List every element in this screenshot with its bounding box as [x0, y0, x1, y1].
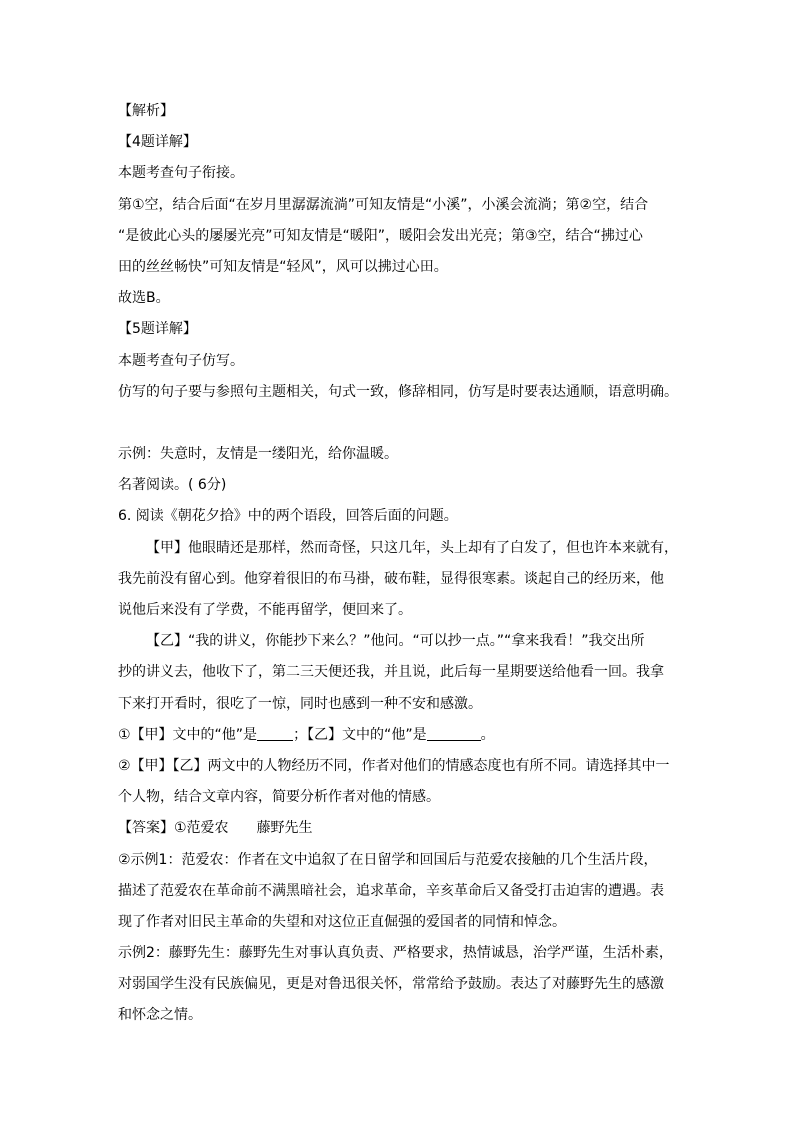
q6-prompt: 6. 阅读《朝花夕拾》中的两个语段，回答后面的问题。 [118, 508, 458, 525]
q5-example: 示例：失意时，友情是一缕阳光，给你温暖。 [118, 446, 398, 463]
answer-label: 【答案】①范爱农 [118, 820, 229, 837]
answer-text: 描述了范爱农在革命前不满黑暗社会，追求革命，辛亥革命后又备受打击迫害的遭遇。表 [118, 882, 664, 899]
answer-text: 对弱国学生没有民族偏见，更是对鲁迅很关怀，常常给予鼓励。表达了对藤野先生的感激 [118, 976, 664, 993]
q4-text: “是彼此心头的屡屡光亮”可知友情是“暖阳”，暖阳会发出光亮；第③空，结合“拂过心 [118, 227, 643, 244]
answer-text: 现了作者对旧民主革命的失望和对这位正直倔强的爱国者的同情和悼念。 [118, 913, 566, 930]
passage-jia: 我先前没有留心到。他穿着很旧的布马褂，破布鞋，显得很寒素。谈起自己的经历来，他 [118, 570, 664, 587]
document-page [118, 96, 688, 1032]
question-2: ②【甲】【乙】两文中的人物经历不同，作者对他们的情感态度也有所不同。请选择其中一 [118, 757, 670, 774]
q4-text: 第①空，结合后面“在岁月里潺潺流淌”可知友情是“小溪”，小溪会流淌；第②空，结合 [118, 196, 649, 213]
q5-text: 仿写的句子要与参照句主题相关，句式一致，修辞相同，仿写是时要表达通顺，语意明确。 [118, 383, 678, 400]
answer-text: ②示例1：范爱农：作者在文中追叙了在日留学和回国后与范爱农接触的几个生活片段， [118, 851, 658, 868]
q5-text: 本题考查句子仿写。 [118, 352, 244, 369]
q4-text: 本题考查句子衔接。 [118, 165, 244, 182]
section-heading-analysis: 【解析】 [118, 103, 174, 119]
question-1-part-a: ①【甲】文中的“他”是 [118, 726, 258, 743]
reading-section-title: 名著阅读。( 6分) [118, 477, 227, 494]
answer-blank [257, 726, 293, 741]
q4-text: 田的丝丝畅快”可知友情是“轻风”，风可以拂过心田。 [118, 258, 448, 275]
q4-heading: 【4题详解】 [118, 134, 197, 151]
answer-text: 示例2：藤野先生：藤野先生对事认真负责、严格要求，热情诚恳，治学严谨，生活朴素， [118, 945, 673, 962]
q4-conclusion: 故选B。 [118, 290, 170, 307]
q5-heading: 【5题详解】 [118, 321, 197, 338]
question-1 [118, 720, 688, 751]
question-1-part-b: ；【乙】文中的“他”是 [293, 726, 427, 743]
question-1-end: 。 [480, 726, 495, 743]
answer-line [118, 813, 688, 844]
answer-text: 和怀念之情。 [118, 1007, 202, 1024]
passage-jia: 说他后来没有了学费，不能再留学，便回来了。 [118, 602, 412, 618]
passage-yi: 【乙】“我的讲义，你能抄下来么？”他问。“可以抄一点。”“拿来我看！”我交出所 [146, 633, 645, 650]
question-2: 个人物，结合文章内容，简要分析作者对他的情感。 [118, 789, 440, 806]
passage-yi: 下来打开看时，很吃了一惊，同时也感到一种不安和感激。 [118, 695, 482, 712]
passage-jia: 【甲】他眼睛还是那样，然而奇怪，只这几年，头上却有了白发了，但也许本来就有， [146, 539, 678, 556]
passage-yi: 抄的讲义去，他收下了，第二三天便还我，并且说，此后每一星期要送给他看一回。我拿 [118, 664, 664, 681]
answer-blank [427, 726, 481, 741]
empty-line [118, 408, 688, 439]
answer-second: 藤野先生 [256, 820, 313, 837]
